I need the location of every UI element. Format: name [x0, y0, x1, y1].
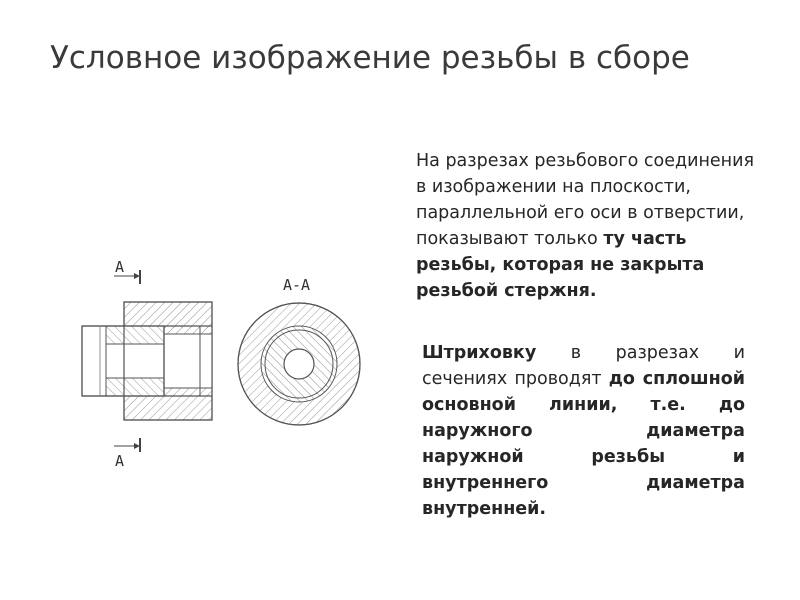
para2-normal-1: в разрезах и сечениях проводят	[422, 343, 745, 389]
para2-bold-1: Штриховку	[422, 343, 537, 363]
longitudinal-section	[82, 302, 212, 420]
text-paragraph-1	[416, 148, 761, 304]
text-paragraph-2	[422, 340, 745, 522]
para2-bold-2: до сплошной основной линии, т.е. до наружного диаметра наружной резьбы и внутреннего диаметра внутренней.	[422, 369, 745, 519]
section-label-top: А	[115, 258, 125, 276]
slide-title: Условное изображение резьбы в сборе	[50, 40, 690, 76]
section-marker-bottom	[114, 438, 140, 470]
para1-normal-text: На разрезах резьбового соединения в изображении на плоскости, параллельной его оси в отверстии, показывают только	[416, 151, 755, 249]
para1-bold-text: ту часть резьбы, которая не закрыта резьбой стержня.	[416, 229, 705, 301]
cross-section-view	[238, 303, 360, 425]
section-label-bottom: А	[115, 452, 125, 470]
section-view-label: А-А	[283, 276, 311, 294]
thread-assembly-drawing	[60, 240, 380, 480]
section-marker-top	[114, 258, 140, 284]
